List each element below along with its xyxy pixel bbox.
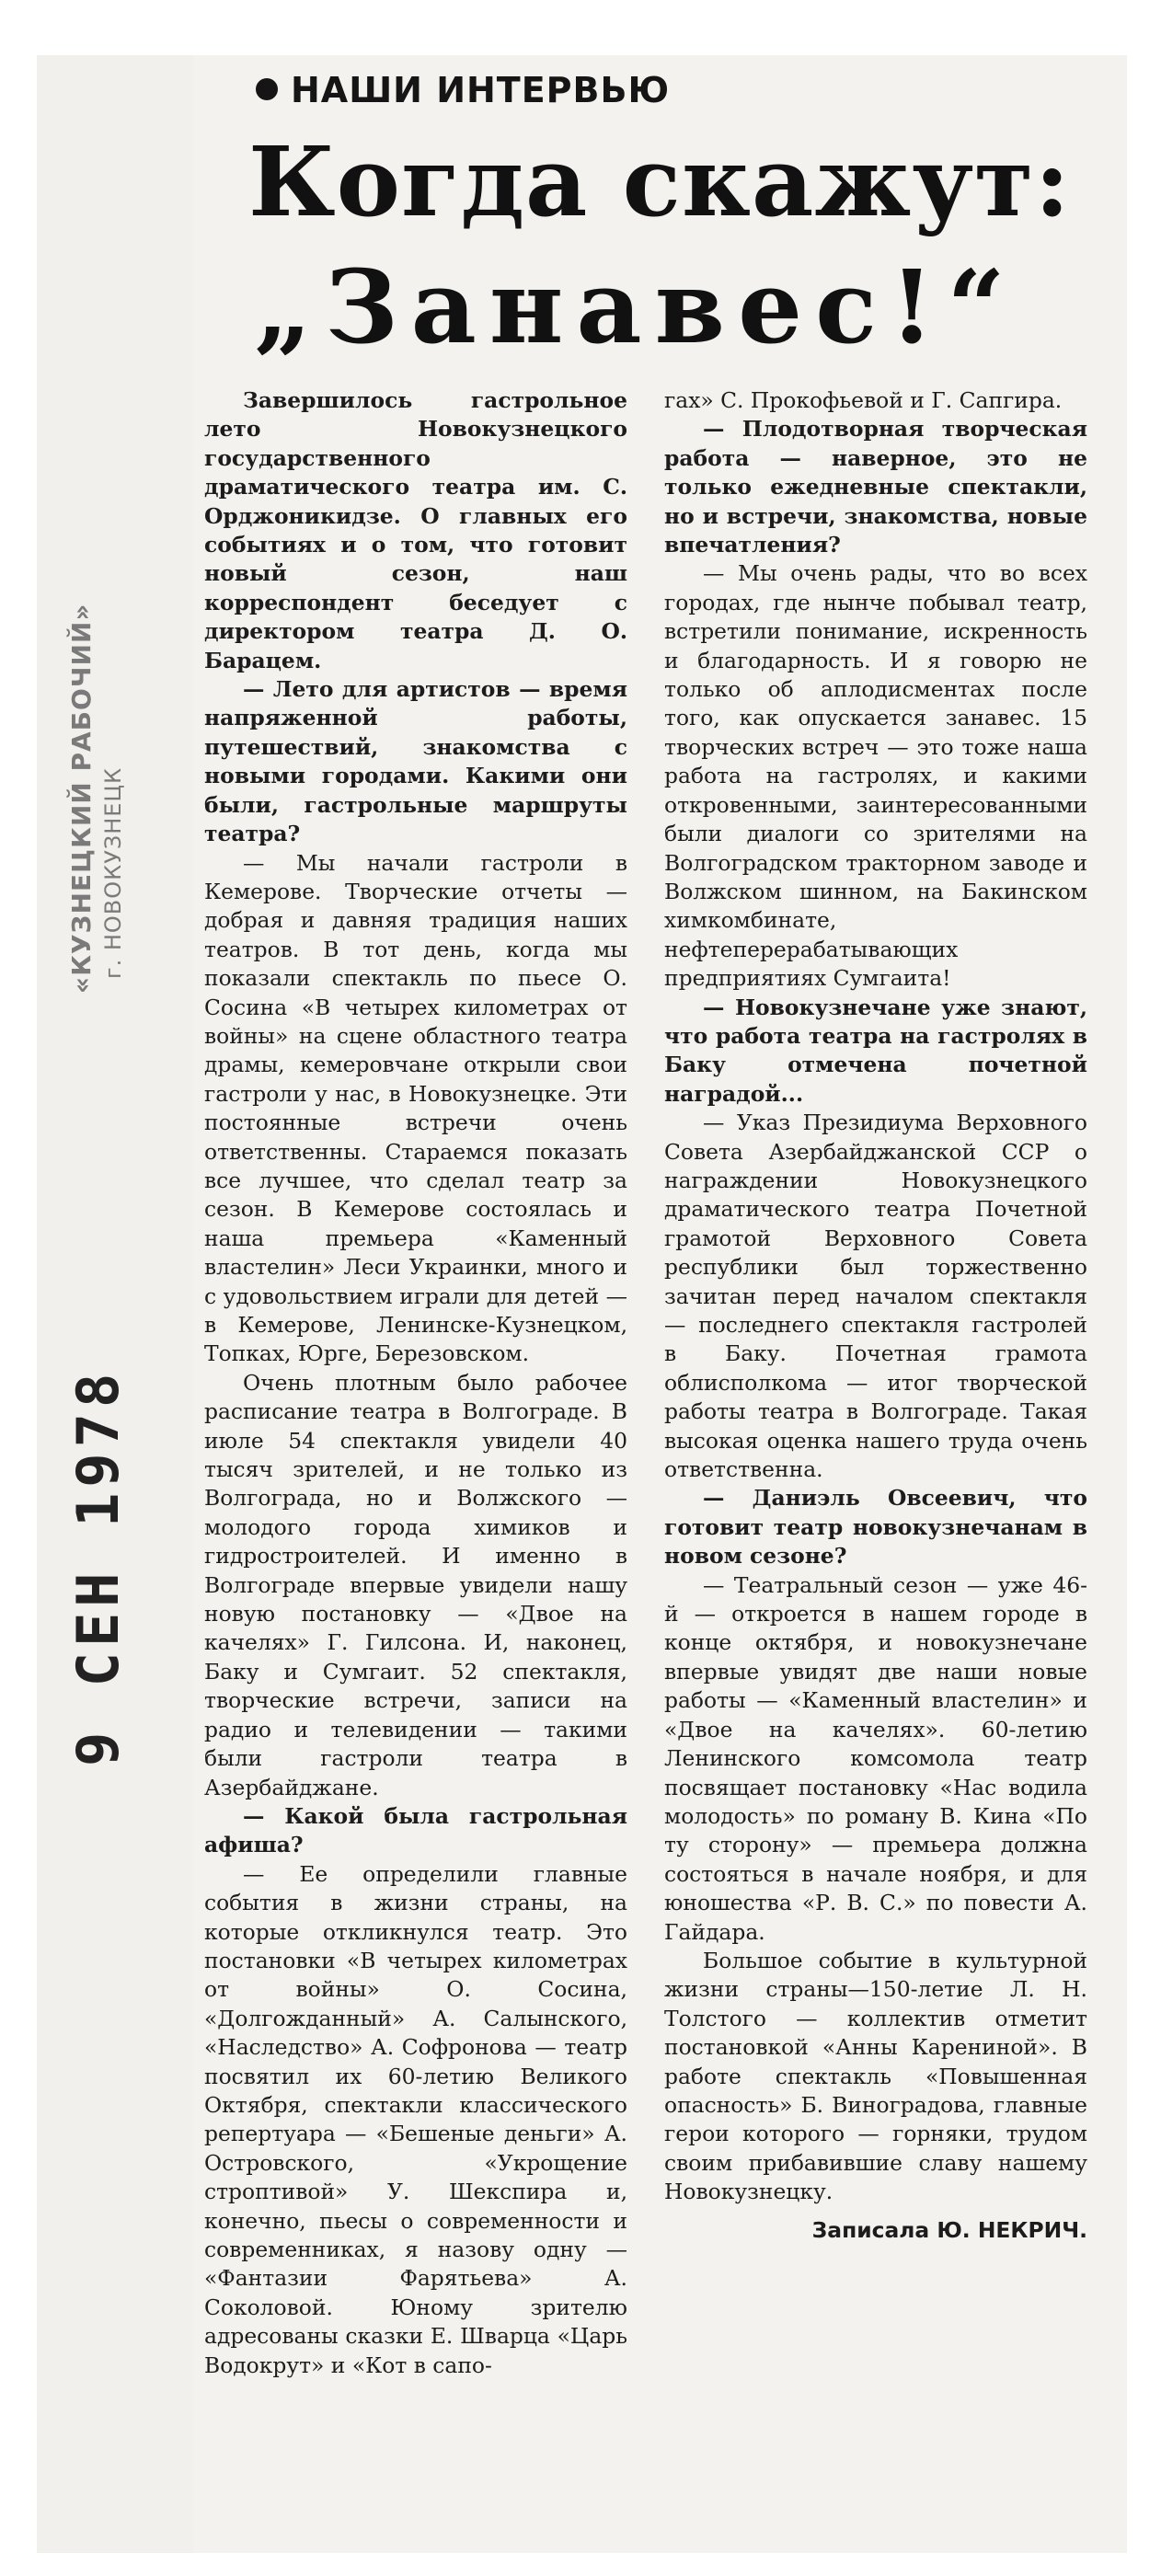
answer-2-continuation: гах» С. Прокофьевой и Г. Сапгира.: [664, 387, 1063, 413]
question-2: — Какой была гастрольная афиша?: [204, 1802, 627, 1858]
date-stamp: 9 СЕН 1978: [64, 1367, 132, 1766]
stamp-line-2: г. НОВОКУЗНЕЦК: [100, 766, 126, 979]
article-column-left: [204, 386, 627, 2380]
answer-5-paragraph-1: — Театральный сезон — уже 46-й — откроется в нашем городе в конце октября, и новокузнечане впервые увидят две наши новые работы — «Каменный властелин» и «Двое на качелях». 60-летию Ленинского комсомола театр посвящает постановку «Нас водила молодость» по роману В. Кина «По ту сторону» — премьера должна состояться в начале ноября, и для юношества «Р. В. С.» по повести А. Гайдара.: [664, 1571, 1087, 1945]
question-1: — Лето для артистов — время напряженной работы, путешествий, знакомства с новыми городами. Какими они были, гастрольные маршруты театра?: [204, 676, 627, 847]
headline-line-2: „Занавес!“: [254, 247, 1018, 366]
question-3: — Плодотворная творческая работа — наверное, это не только ежедневные спектакли, но и встречи, знакомства, новые впечатления?: [664, 416, 1087, 558]
answer-5-paragraph-2: Большое событие в культурной жизни страны—150-летие Л. Н. Толстого — коллектив отметит постановкой «Анны Карениной». В работе спектакль «Повышенная опасность» Б. Виноградова, главные герои которого — горняки, трудом своим прибавившие славу нашему Новокузнецку.: [664, 1947, 1087, 2205]
rubric: [256, 70, 670, 110]
answer-1-paragraph-1: — Мы начали гастроли в Кемерове. Творческие отчеты — добрая и давняя традиция наших театров. В тот день, когда мы показали спектакль по пьесе О. Сосина «В четырех километрах от войны» на сцене областного театра драмы, кемеровчане открыли свои гастроли у нас, в Новокузнецке. Эти постоянные встречи очень ответственны. Стараемся показать все лучшее, что сделал театр за сезон. В Кемерове состоялась и наша премьера «Каменный властелин» Леси Украинки, много и с удовольствием играли для детей — в Кемерове, Ленинске-Кузнецком, Топках, Юрге, Березовском.: [204, 849, 627, 1367]
bullet-icon: [256, 78, 278, 100]
newspaper-stamp: [66, 604, 129, 994]
answer-2: — Ее определили главные события в жизни страны, на которые откликнулся театр. Это постановки «В четырех километрах от войны» О. Сосина, «Долгожданный» А. Салынского, «Наследство» А. Софронова — театр посвятил их 60-летию Великого Октября, спектакли классического репертуара — «Бешеные деньги» А. Островского, «Укрощение строптивой» У. Шекспира и, конечно, пьесы о современности и современниках, я назову одну — «Фантазии Фарятьева» А. Соколовой. Юному зрителю адресованы сказки Е. Шварца «Царь Водокрут» и «Кот в сапо-: [204, 1860, 627, 2378]
stamp-line-1: «КУЗНЕЦКИЙ РАБОЧИЙ»: [66, 603, 97, 994]
answer-3: — Мы очень рады, что во всех городах, где нынче побывал театр, встретили понимание, искренность и благодарность. И я говорю не только об аплодисментах после того, как опускается занавес. 15 творческих встреч — это тоже наша работа на гастролях, и какими откровенными, заинтересованными были диалоги со зрителями на Волгоградском тракторном заводе и Волжском шинном, на Бакинском химкомбинате, нефтеперерабатывающих предприятиях Сумгаита!: [664, 560, 1087, 992]
question-4: — Новокузнечане уже знают, что работа театра на гастролях в Баку отмечена почетной наградой...: [664, 994, 1087, 1107]
answer-4: — Указ Президиума Верховного Совета Азербайджанской ССР о награждении Новокузнецкого драматического театра Почетной грамотой Верховного Совета республики был торжественно зачитан перед началом спектакля — последнего спектакля гастролей в Баку. Почетная грамота облисполкома — итог творческой работы театра в Волгограде. Такая высокая оценка нашего труда очень ответственна.: [664, 1110, 1087, 1483]
article-column-right: [664, 386, 1087, 2245]
question-5: — Даниэль Овсеевич, что готовит театр новокузнечанам в новом сезоне?: [664, 1485, 1087, 1570]
headline-line-1: Когда скажут:: [248, 125, 1071, 238]
answer-1-paragraph-2: Очень плотным было рабочее расписание театра в Волгограде. В июле 54 спектакля увидели 40 тысяч зрителей, и не только из Волгограда, но и Волжского — молодого города химиков и гидростроителей. И именно в Волгограде впервые увидели нашу новую постановку — «Двое на качелях» Г. Гилсона. И, наконец, Баку и Сумгаит. 52 спектакля, творческие встречи, записи на радио и телевидении — такими были гастроли театра в Азербайджане.: [204, 1369, 627, 1800]
headline: [248, 121, 1113, 372]
article-intro: Завершилось гастрольное лето Новокузнецкого государственного драматического театра им. С. Орджоникидзе. О главных его событиях и о том, что готовит новый сезон, наш корреспондент беседует с директором театра Д. О. Барацем.: [204, 387, 627, 673]
rubric-label: НАШИ ИНТЕРВЬЮ: [291, 70, 671, 110]
author-signature: Записала Ю. НЕКРИЧ.: [811, 2216, 1087, 2243]
